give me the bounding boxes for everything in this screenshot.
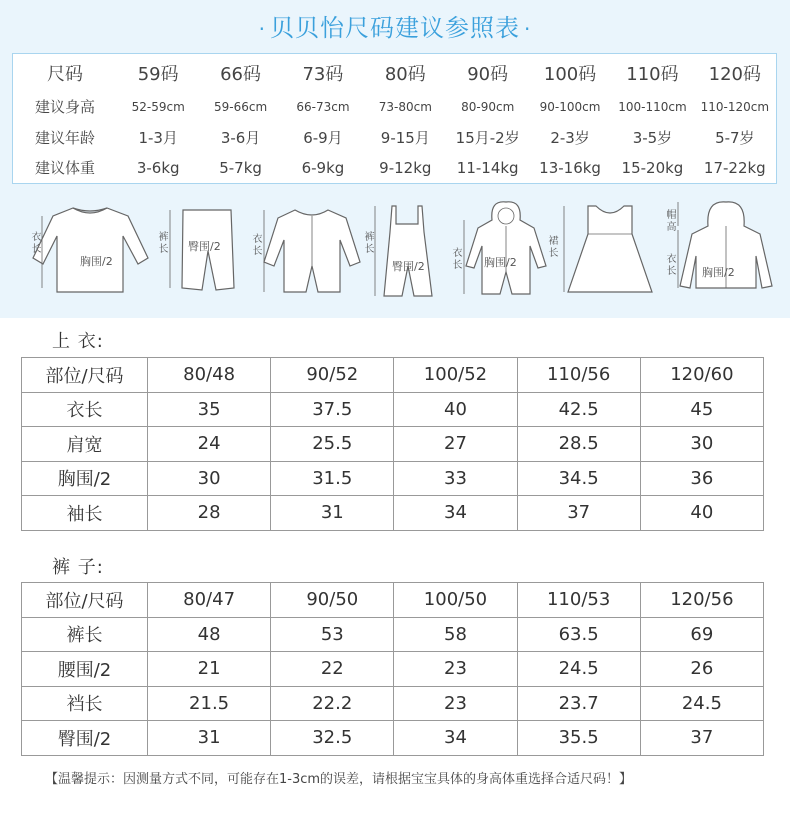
table-cell: 15月-2岁 [455, 128, 520, 147]
table-cell: 24.5 [517, 652, 640, 687]
row-label: 建议体重 [34, 159, 95, 178]
table-cell: 37 [517, 496, 640, 531]
overalls-illustration [362, 196, 442, 298]
row-label: 建议年龄 [34, 128, 95, 147]
table-cell: 21.5 [148, 686, 271, 721]
header-cell: 90/52 [271, 358, 394, 393]
row-label: 腰围/2 [22, 652, 148, 687]
table-row [22, 392, 764, 427]
table-cell: 58 [394, 617, 517, 652]
dress-length-label: 裙长 [548, 236, 559, 259]
jacket-length-label: 衣长 [666, 254, 677, 277]
pants-measurement-table [21, 582, 764, 756]
table-cell: 21 [148, 652, 271, 687]
table-cell: 53 [271, 617, 394, 652]
row-label: 裆长 [22, 686, 148, 721]
table-cell: 34.5 [517, 461, 640, 496]
header-cell: 部位/尺码 [22, 358, 148, 393]
hooded-romper-illustration [450, 196, 550, 298]
chest-label: 胸围/2 [80, 255, 113, 268]
table-header-row [22, 583, 764, 618]
size-header-row [13, 54, 776, 92]
size-cell: 120码 [708, 63, 761, 85]
table-cell: 63.5 [517, 617, 640, 652]
table-cell: 6-9kg [301, 158, 345, 177]
dress-illustration [548, 196, 658, 298]
size-cell: 100码 [543, 63, 597, 85]
top-illustration [28, 196, 153, 296]
height-row [13, 92, 776, 122]
table-cell: 23.7 [517, 686, 640, 721]
table-cell: 1-3月 [138, 128, 178, 147]
table-cell: 34 [394, 496, 517, 531]
age-row [13, 122, 776, 152]
table-cell: 37.5 [271, 392, 394, 427]
table-cell: 17-22kg [703, 158, 766, 177]
size-cell: 59码 [137, 63, 179, 85]
row-label: 臀围/2 [22, 721, 148, 756]
header-cell: 100/50 [394, 583, 517, 618]
row-label: 建议身高 [34, 98, 95, 117]
table-cell: 48 [148, 617, 271, 652]
weight-row [13, 153, 776, 183]
hooded-length-label: 衣长 [452, 248, 463, 271]
title-dot-left: · [258, 17, 266, 41]
header-cell: 120/60 [640, 358, 763, 393]
pants-section-title: 裤 子: [52, 557, 104, 578]
table-cell: 59-66cm [213, 99, 268, 114]
page-title [0, 8, 790, 43]
table-cell: 24 [148, 427, 271, 462]
table-row [22, 461, 764, 496]
table-cell: 40 [394, 392, 517, 427]
table-cell: 110-120cm [700, 99, 770, 114]
table-cell: 35 [148, 392, 271, 427]
row-label: 衣长 [22, 392, 148, 427]
table-cell: 9-15月 [380, 128, 430, 147]
table-cell: 100-110cm [618, 99, 687, 114]
table-row [22, 686, 764, 721]
table-cell: 5-7kg [219, 158, 262, 177]
header-cell: 90/50 [271, 583, 394, 618]
table-cell: 66-73cm [296, 99, 350, 114]
table-header-row [22, 358, 764, 393]
table-cell: 3-6月 [220, 128, 261, 147]
size-cell: 66码 [220, 63, 262, 85]
header-cell: 80/48 [148, 358, 271, 393]
table-cell: 6-9月 [303, 128, 343, 147]
garment-illustrations [0, 196, 790, 306]
table-cell: 22.2 [271, 686, 394, 721]
table-cell: 33 [394, 461, 517, 496]
row-label: 裤长 [22, 617, 148, 652]
table-row [22, 496, 764, 531]
pants-illustration [158, 196, 238, 298]
tops-section-title: 上 衣: [52, 331, 104, 352]
hip-label: 臀围/2 [188, 240, 221, 253]
table-cell: 11-14kg [456, 158, 519, 177]
table-cell: 36 [640, 461, 763, 496]
table-cell: 90-100cm [539, 99, 601, 114]
hooded-chest-label: 胸围/2 [484, 256, 517, 269]
length-label: 衣长 [31, 232, 42, 255]
tops-measurement-table [21, 357, 764, 531]
table-row [22, 721, 764, 756]
table-cell: 28 [148, 496, 271, 531]
table-cell: 30 [148, 461, 271, 496]
header-cell: 120/56 [640, 583, 763, 618]
table-cell: 42.5 [517, 392, 640, 427]
table-cell: 9-12kg [379, 158, 432, 177]
measurement-tip: 【温馨提示：因测量方式不同，可能存在1-3cm的误差，请根据宝宝具体的身高体重选择合适尺码！】 [45, 772, 633, 787]
table-cell: 52-59cm [131, 99, 185, 114]
table-cell: 32.5 [271, 721, 394, 756]
hood-height-label: 帽高 [666, 210, 677, 233]
size-header-label: 尺码 [47, 63, 83, 85]
header-cell: 110/53 [517, 583, 640, 618]
table-cell: 73-80cm [378, 99, 432, 114]
table-cell: 45 [640, 392, 763, 427]
row-label: 胸围/2 [22, 461, 148, 496]
table-cell: 13-16kg [539, 158, 601, 177]
table-cell: 80-90cm [461, 99, 515, 114]
romper-length-label: 衣长 [252, 234, 263, 257]
size-cell: 110码 [626, 63, 679, 85]
table-cell: 26 [640, 652, 763, 687]
hooded-jacket-illustration [662, 196, 778, 298]
table-row [22, 617, 764, 652]
overalls-hip-label: 臀围/2 [392, 260, 425, 273]
romper-illustration [250, 196, 365, 298]
table-cell: 31 [271, 496, 394, 531]
pants-length-label: 裤长 [158, 232, 169, 255]
table-cell: 37 [640, 721, 763, 756]
table-cell: 40 [640, 496, 763, 531]
table-row [22, 427, 764, 462]
jacket-chest-label: 胸围/2 [702, 266, 735, 279]
size-cell: 90码 [467, 63, 509, 85]
table-cell: 22 [271, 652, 394, 687]
table-row [22, 652, 764, 687]
table-cell: 3-6kg [136, 158, 180, 177]
header-cell: 80/47 [148, 583, 271, 618]
table-cell: 5-7岁 [715, 128, 755, 147]
table-cell: 28.5 [517, 427, 640, 462]
table-cell: 31.5 [271, 461, 394, 496]
overalls-length-label: 裤长 [364, 232, 375, 255]
table-cell: 2-3岁 [550, 128, 590, 147]
title-dot-right: · [524, 17, 532, 41]
size-recommendation-table [12, 53, 777, 184]
size-cell: 80码 [384, 63, 426, 85]
row-label: 肩宽 [22, 427, 148, 462]
header-cell: 部位/尺码 [22, 583, 148, 618]
title-text: 贝贝怡尺码建议参照表 [270, 14, 520, 42]
table-cell: 15-20kg [621, 158, 684, 177]
table-cell: 25.5 [271, 427, 394, 462]
table-cell: 31 [148, 721, 271, 756]
header-cell: 100/52 [394, 358, 517, 393]
header-cell: 110/56 [517, 358, 640, 393]
table-cell: 23 [394, 686, 517, 721]
table-cell: 30 [640, 427, 763, 462]
size-cell: 73码 [302, 63, 344, 85]
table-cell: 23 [394, 652, 517, 687]
row-label: 袖长 [22, 496, 148, 531]
table-cell: 35.5 [517, 721, 640, 756]
table-cell: 24.5 [640, 686, 763, 721]
table-cell: 34 [394, 721, 517, 756]
table-cell: 69 [640, 617, 763, 652]
table-cell: 3-5岁 [632, 128, 673, 147]
table-cell: 27 [394, 427, 517, 462]
